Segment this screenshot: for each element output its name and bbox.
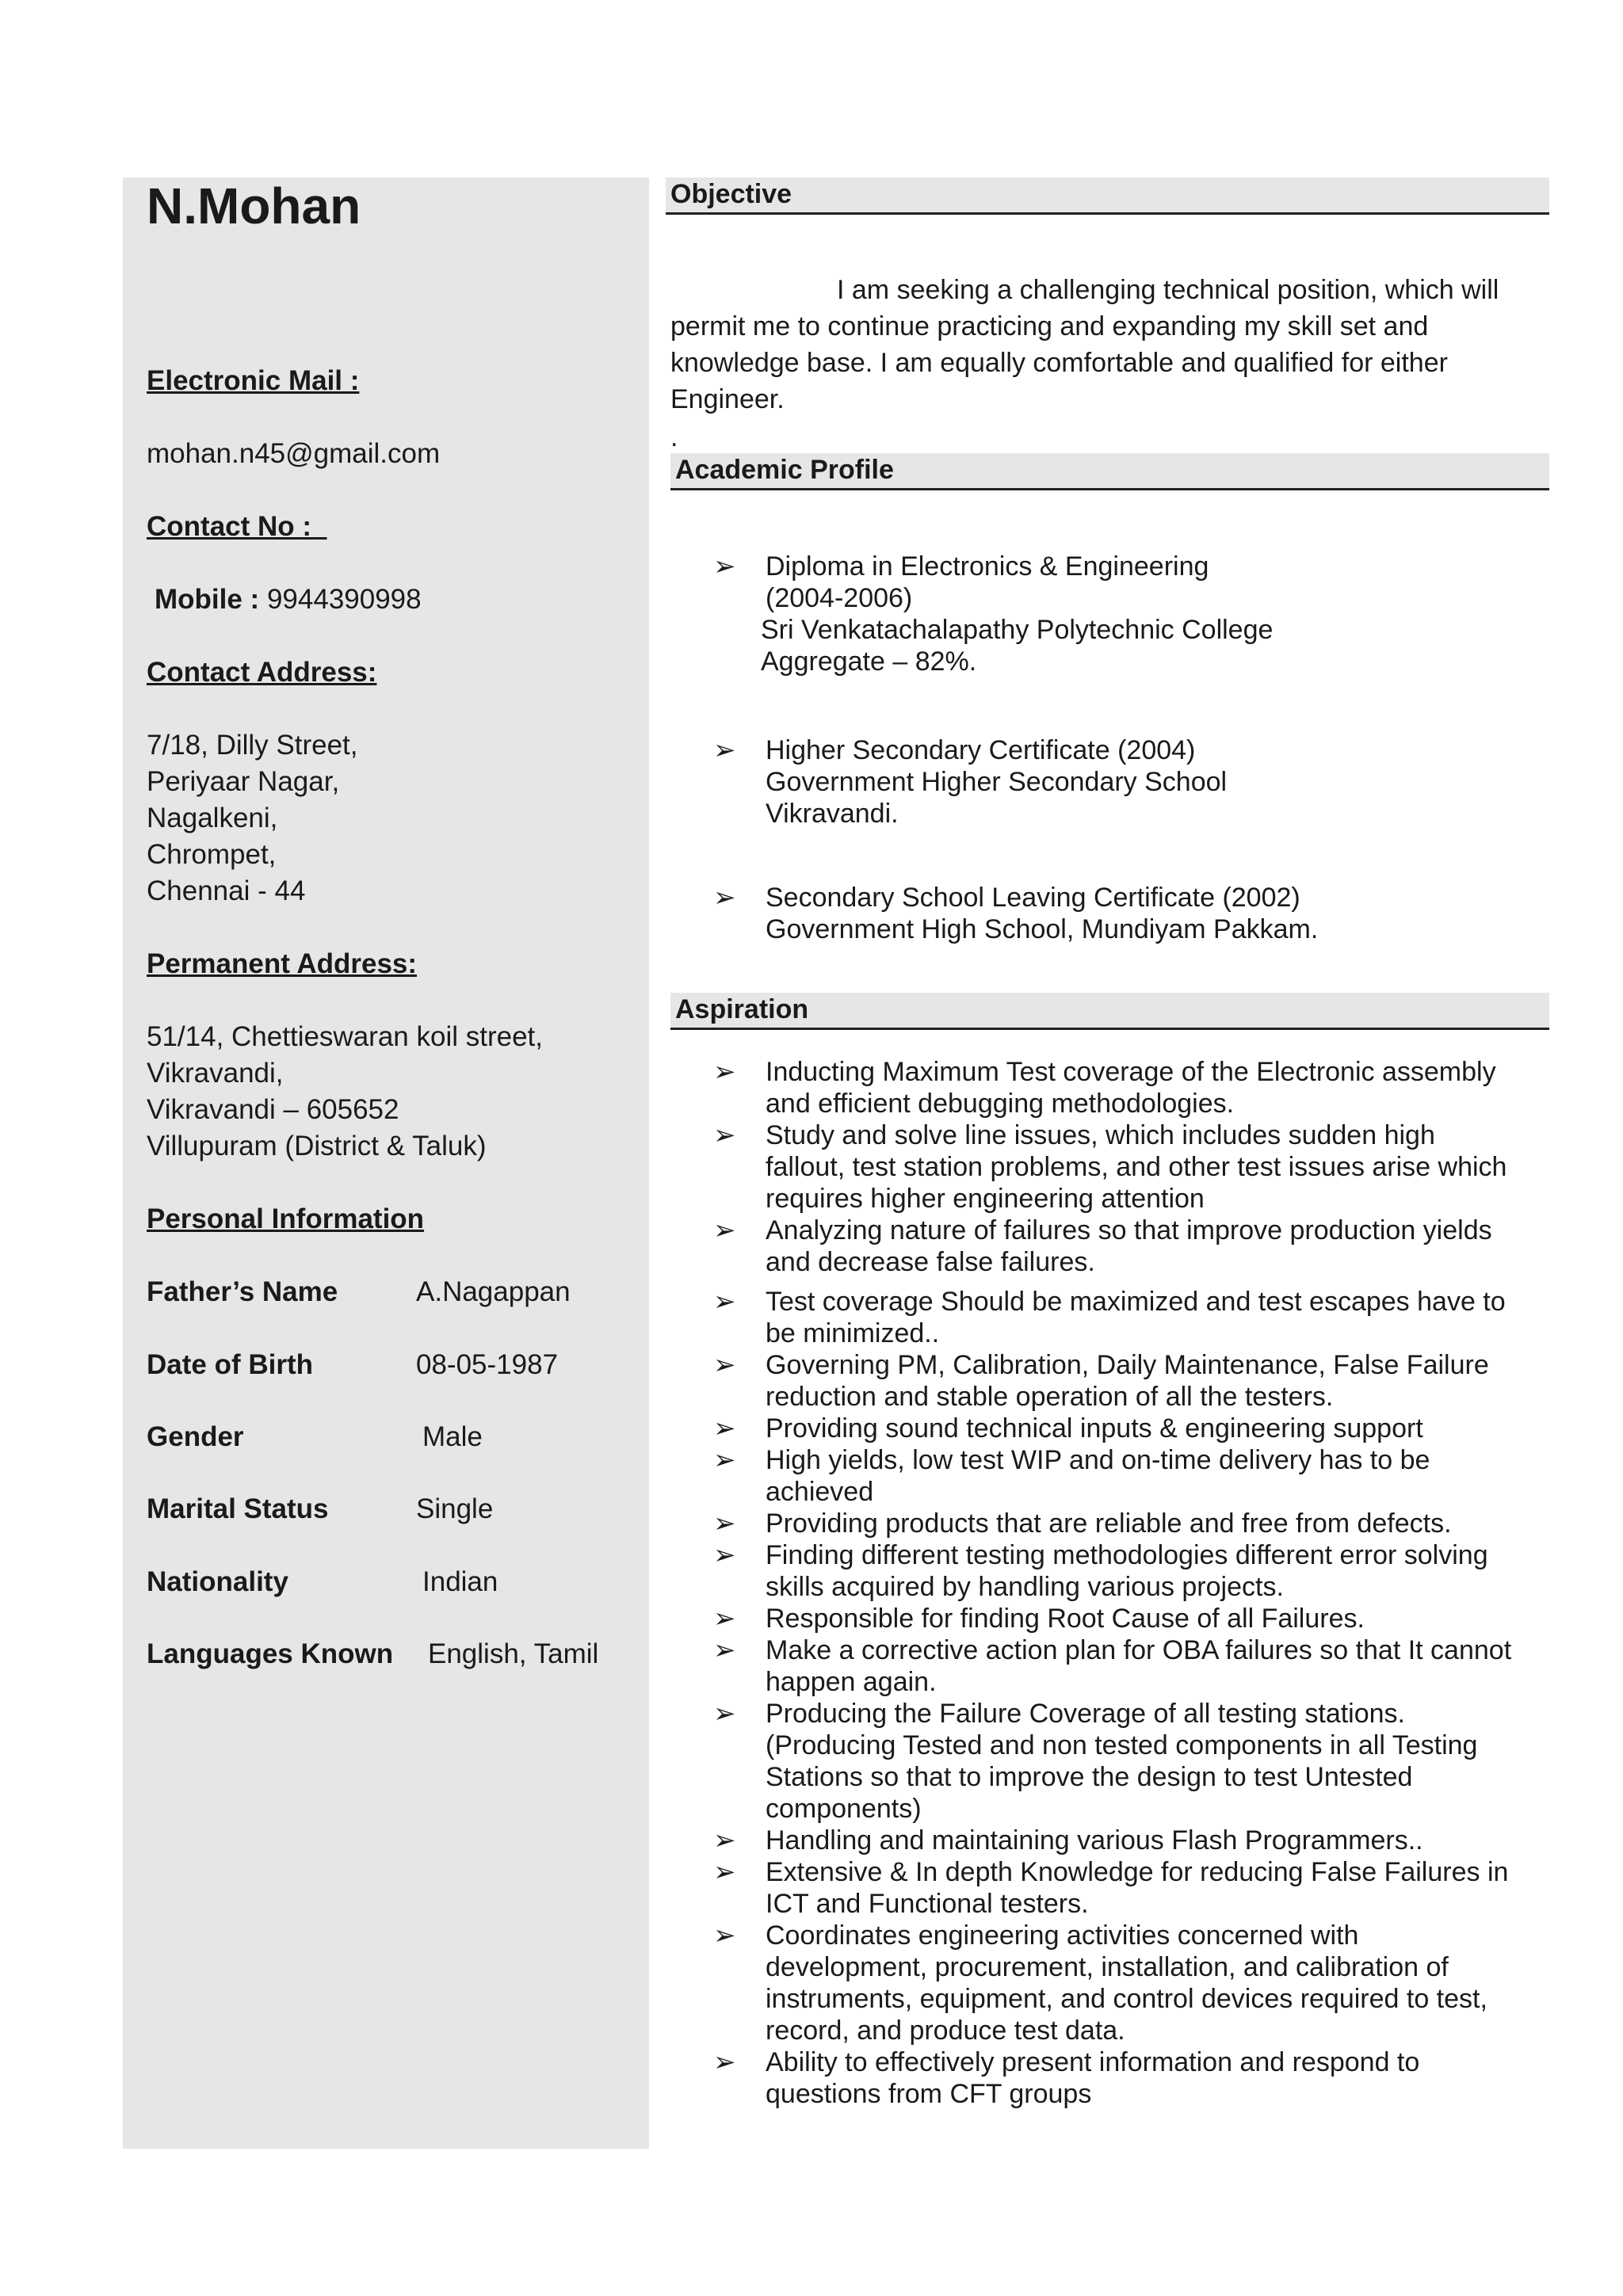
academic-line: Vikravandi.: [766, 799, 899, 829]
academic-list: [713, 551, 1522, 677]
aspiration-item: [713, 1508, 1522, 1539]
aspiration-item: [713, 1698, 1522, 1825]
aspiration-item: [713, 1539, 1522, 1603]
arrow-bullet-icon: ➢: [713, 551, 736, 582]
arrow-bullet-icon: ➢: [713, 1920, 736, 1951]
contact-address-label: Contact Address:: [147, 657, 377, 688]
arrow-bullet-icon: ➢: [713, 1635, 736, 1665]
personal-key: Gender: [147, 1421, 244, 1452]
arrow-bullet-icon: ➢: [713, 1057, 736, 1087]
aspiration-item: [713, 1634, 1522, 1698]
aspiration-text: Analyzing nature of failures so that improve production yields and decrease false failures.: [766, 1215, 1492, 1277]
personal-value: Single: [416, 1493, 494, 1524]
aspiration-item: [713, 1444, 1522, 1508]
contact-label-text: Contact No :: [147, 511, 312, 542]
arrow-bullet-icon: ➢: [713, 1445, 736, 1475]
aspiration-text: Handling and maintaining various Flash Programmers..: [766, 1825, 1423, 1855]
aspiration-text: Test coverage Should be maximized and test escapes have to be minimized..: [766, 1287, 1506, 1348]
arrow-bullet-icon: ➢: [713, 1350, 736, 1380]
aspiration-heading: Aspiration: [670, 993, 1549, 1030]
aspiration-item: [713, 1119, 1522, 1215]
arrow-bullet-icon: ➢: [713, 1120, 736, 1150]
objective-body: I am seeking a challenging technical position, which will permit me to continue practicing and expanding my skill set and knowledge base. I am equally comfortable and qualified for either Engineer.: [670, 275, 1499, 414]
personal-key: Date of Birth: [147, 1349, 313, 1380]
academic-item: [713, 882, 1522, 945]
aspiration-text: Make a corrective action plan for OBA failures so that It cannot happen again.: [766, 1635, 1512, 1697]
academic-item: [713, 551, 1522, 677]
contact-address-line: Nagalkeni,: [147, 803, 278, 833]
personal-value: Indian: [422, 1566, 498, 1597]
objective-text: [670, 272, 1534, 418]
aspiration-item: [713, 1920, 1522, 2046]
permanent-address-line: 51/14, Chettieswaran koil street,: [147, 1021, 543, 1052]
permanent-address-line: Villupuram (District & Taluk): [147, 1131, 487, 1161]
arrow-bullet-icon: ➢: [713, 1287, 736, 1317]
email-label: Electronic Mail :: [147, 365, 360, 396]
mobile-label: Mobile :: [155, 584, 260, 615]
aspiration-item: [713, 1056, 1522, 1119]
academic-line: Secondary School Leaving Certificate (2002): [766, 883, 1300, 913]
aspiration-text: Extensive & In depth Knowledge for reducing False Failures in ICT and Functional testers.: [766, 1857, 1509, 1919]
aspiration-text: Finding different testing methodologies different error solving skills acquired by handling various projects.: [766, 1540, 1488, 1602]
personal-key: Father’s Name: [147, 1276, 338, 1307]
permanent-address-label: Permanent Address:: [147, 948, 418, 979]
aspiration-item: [713, 1215, 1522, 1278]
contact-address-line: 7/18, Dilly Street,: [147, 730, 358, 761]
arrow-bullet-icon: ➢: [713, 1508, 736, 1539]
personal-key: Nationality: [147, 1566, 288, 1597]
personal-value: 08-05-1987: [416, 1349, 559, 1380]
aspiration-item: [713, 1349, 1522, 1413]
aspiration-item: [713, 1825, 1522, 1856]
aspiration-text: Governing PM, Calibration, Daily Maintenance, False Failure reduction and stable operation of all the testers.: [766, 1350, 1489, 1412]
objective-heading: Objective: [666, 177, 1549, 215]
academic-heading: Academic Profile: [670, 453, 1549, 490]
candidate-name: N.Mohan: [147, 177, 361, 235]
contact-address-line: Chrompet,: [147, 839, 277, 870]
aspiration-item: [713, 1286, 1522, 1349]
arrow-bullet-icon: ➢: [713, 735, 736, 765]
contact-address-line: Periyaar Nagar,: [147, 766, 340, 797]
permanent-address-line: Vikravandi,: [147, 1058, 284, 1089]
aspiration-item: [713, 1413, 1522, 1444]
arrow-bullet-icon: ➢: [713, 1699, 736, 1729]
arrow-bullet-icon: ➢: [713, 1825, 736, 1855]
arrow-bullet-icon: ➢: [713, 883, 736, 913]
arrow-bullet-icon: ➢: [713, 1604, 736, 1634]
academic-line: Government Higher Secondary School: [766, 767, 1228, 797]
aspiration-text: High yields, low test WIP and on-time delivery has to be achieved: [766, 1445, 1430, 1507]
permanent-address-line: Vikravandi – 605652: [147, 1094, 399, 1125]
aspiration-item: [713, 1603, 1522, 1634]
aspiration-text: Responsible for finding Root Cause of all Failures.: [766, 1604, 1365, 1634]
aspiration-text: Providing products that are reliable and free from defects.: [766, 1508, 1452, 1539]
academic-list: [713, 882, 1522, 945]
personal-info-label: Personal Information: [147, 1203, 425, 1234]
aspiration-item: [713, 1856, 1522, 1920]
personal-key: Marital Status: [147, 1493, 329, 1524]
contact-address-line: Chennai - 44: [147, 875, 306, 906]
aspiration-item: [713, 2046, 1522, 2110]
objective-trailing: .: [670, 422, 678, 452]
arrow-bullet-icon: ➢: [713, 1413, 736, 1444]
aspiration-text: Ability to effectively present information and respond to questions from CFT groups: [766, 2047, 1420, 2109]
personal-value: English, Tamil: [428, 1638, 599, 1669]
email-value[interactable]: mohan.n45@gmail.com: [147, 438, 441, 469]
aspiration-text: Providing sound technical inputs & engineering support: [766, 1413, 1423, 1444]
academic-list: [713, 734, 1522, 830]
academic-line: (2004-2006): [766, 583, 913, 613]
sidebar: [123, 177, 649, 2149]
mobile-value: 9944390998: [266, 584, 422, 615]
academic-line: Government High School, Mundiyam Pakkam.: [766, 914, 1319, 944]
personal-value: Male: [422, 1421, 483, 1452]
aspiration-text: Producing the Failure Coverage of all testing stations. (Producing Tested and non tested components in all Testing Stations so that to improve the design to test Untested components): [766, 1699, 1478, 1824]
aspiration-text: Study and solve line issues, which includes sudden high fallout, test station problems, and other test issues arise which requires higher engineering attention: [766, 1120, 1507, 1214]
arrow-bullet-icon: ➢: [713, 1540, 736, 1570]
academic-item: [713, 734, 1522, 830]
academic-line: Aggregate – 82%.: [761, 646, 977, 677]
contact-label: [147, 509, 327, 544]
personal-value: A.Nagappan: [416, 1276, 571, 1307]
arrow-bullet-icon: ➢: [713, 1857, 736, 1887]
academic-line: Higher Secondary Certificate (2004): [766, 735, 1196, 765]
personal-key: Languages Known: [147, 1638, 394, 1669]
academic-line: Diploma in Electronics & Engineering: [766, 551, 1209, 582]
academic-line: Sri Venkatachalapathy Polytechnic College: [761, 615, 1274, 645]
arrow-bullet-icon: ➢: [713, 2047, 736, 2077]
aspiration-text: Coordinates engineering activities concerned with development, procurement, installation, and calibration of instruments, equipment, and control devices required to test, record, and produce test data.: [766, 1920, 1487, 2046]
mobile-line: [155, 582, 422, 617]
aspiration-text: Inducting Maximum Test coverage of the Electronic assembly and efficient debugging methodologies.: [766, 1057, 1496, 1119]
arrow-bullet-icon: ➢: [713, 1215, 736, 1245]
aspiration-list: [713, 1056, 1522, 2110]
